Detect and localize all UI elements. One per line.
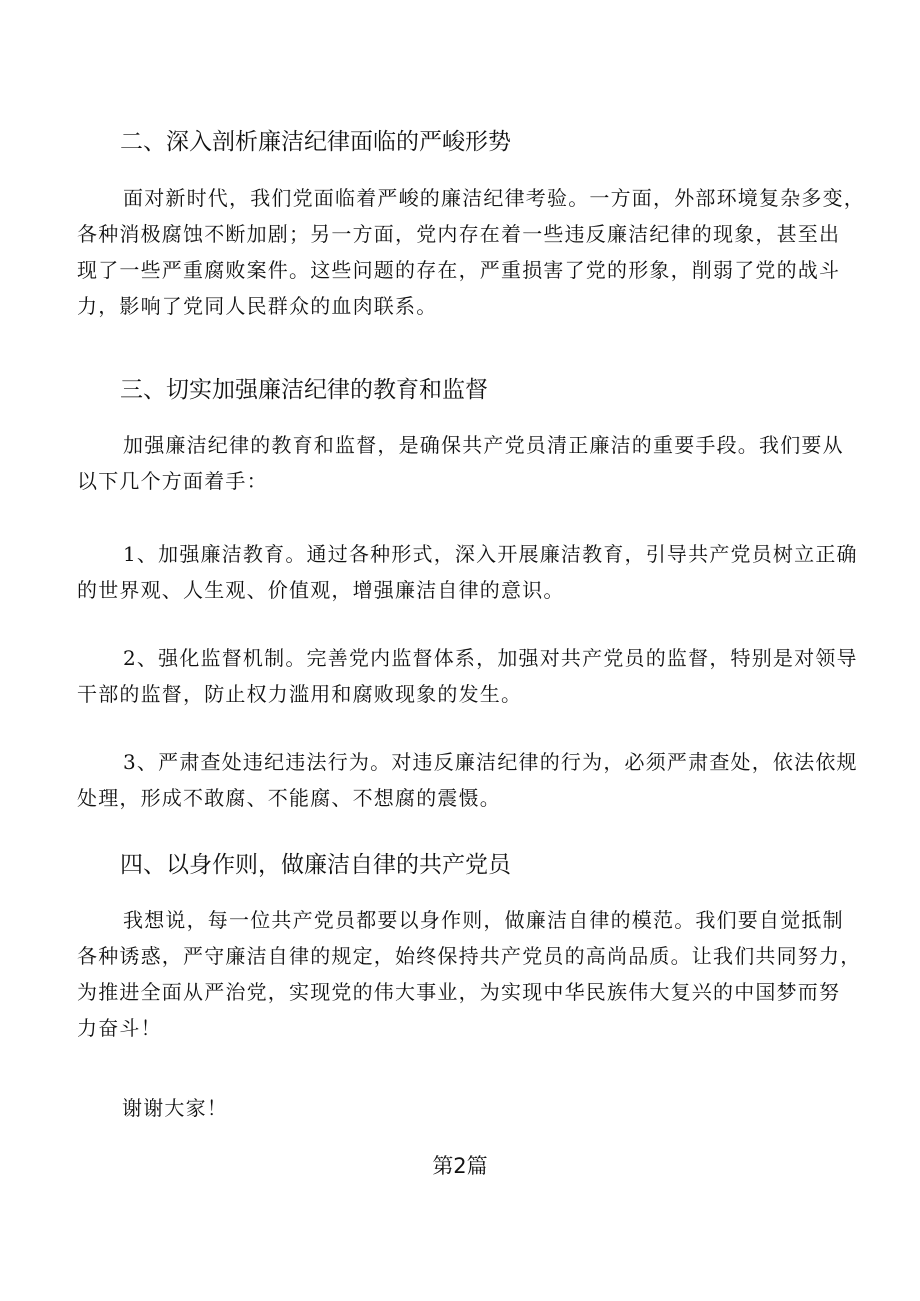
section-heading-4: 四、以身作则，做廉洁自律的共产党员	[120, 852, 511, 878]
paragraph-line: 2、强化监督机制。完善党内监督体系，加强对共产党员的监督，特别是对领导	[123, 646, 858, 670]
paragraph-line: 我想说，每一位共产党员都要以身作则，做廉洁自律的模范。我们要自觉抵制	[123, 908, 844, 932]
closing-text: 谢谢大家！	[122, 1096, 228, 1120]
paragraph-line: 加强廉洁纪律的教育和监督，是确保共产党员清正廉洁的重要手段。我们要从	[123, 433, 844, 457]
paragraph-line: 1、加强廉洁教育。通过各种形式，深入开展廉洁教育，引导共产党员树立正确	[123, 542, 858, 566]
paragraph-line: 各种诱惑，严守廉洁自律的规定，始终保持共产党员的高尚品质。让我们共同努力，	[77, 944, 862, 968]
paragraph-line: 力奋斗！	[77, 1016, 162, 1040]
section-heading-2: 二、深入剖析廉洁纪律面临的严峻形势	[120, 129, 511, 155]
paragraph-line: 3、严肃查处违纪违法行为。对违反廉洁纪律的行为，必须严肃查处，依法依规	[123, 750, 858, 774]
paragraph-line: 面对新时代，我们党面临着严峻的廉洁纪律考验。一方面，外部环境复杂多变，	[123, 186, 865, 210]
paragraph-line: 为推进全面从严治党，实现党的伟大事业，为实现中华民族伟大复兴的中国梦而努	[77, 980, 841, 1004]
paragraph-line: 处理，形成不敢腐、不能腐、不想腐的震慑。	[77, 786, 501, 810]
paragraph-example	[77, 902, 867, 1046]
paragraph-line: 的世界观、人生观、价值观，增强廉洁自律的意识。	[77, 578, 565, 602]
paragraph-item-1	[77, 536, 867, 608]
section-heading-3: 三、切实加强廉洁纪律的教育和监督	[120, 377, 488, 403]
next-article-title: 第2篇	[432, 1154, 488, 1178]
paragraph-line: 现了一些严重腐败案件。这些问题的存在，严重损害了党的形象，削弱了党的战斗	[77, 258, 841, 282]
paragraph-line: 各种消极腐蚀不断加剧；另一方面，党内存在着一些违反廉洁纪律的现象，甚至出	[77, 222, 841, 246]
paragraph-line: 干部的监督，防止权力滥用和腐败现象的发生。	[77, 682, 523, 706]
paragraph-situation	[77, 180, 867, 324]
paragraph-intro	[77, 427, 867, 499]
paragraph-line: 力，影响了党同人民群众的血肉联系。	[77, 294, 438, 318]
paragraph-line: 以下几个方面着手：	[77, 469, 268, 493]
paragraph-item-2	[77, 640, 867, 712]
paragraph-item-3	[77, 744, 867, 816]
